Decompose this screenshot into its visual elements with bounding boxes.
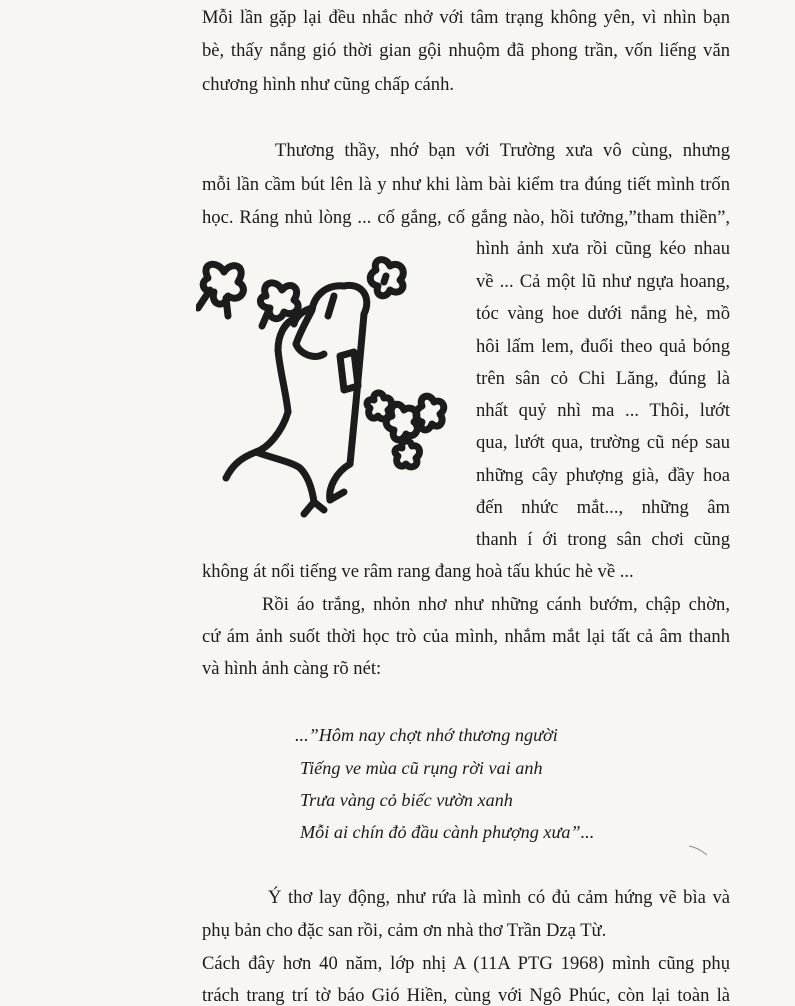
paragraph-line: đến nhức mắt..., những âm	[476, 497, 730, 518]
poem-line: Tiếng ve mùa cũ rụng rời vai anh	[300, 758, 543, 778]
poem-line: Mỗi ai chín đỏ đầu cành phượng xưa”...	[300, 822, 595, 842]
scan-mark	[687, 843, 709, 857]
paragraph-line: Ý thơ lay động, như rứa là mình có đủ cảm hứng vẽ bìa và	[268, 887, 730, 908]
paragraph-line: học. Ráng nhủ lòng ... cố gắng, cố gắng nào, hồi tưởng,”tham thiền”,	[202, 207, 730, 228]
paragraph-line: hôi lấm lem, đuổi theo quả bóng	[476, 336, 730, 357]
paragraph-line: trách trang trí tờ báo Gió Hiền, cùng với Ngô Phúc, còn lại toàn là	[202, 985, 730, 1006]
paragraph-line: bè, thấy nắng gió thời gian gội nhuộm đã phong trần, vốn liếng văn	[202, 40, 730, 61]
paragraph-line: qua, lướt qua, trường cũ nép sau	[476, 432, 730, 453]
paragraph-line: những cây phượng già, đầy hoa	[476, 465, 730, 486]
paragraph-line: mỗi lần cầm bút lên là y như khi làm bài kiểm tra đúng tiết mình trốn	[202, 174, 730, 195]
paragraph-line: Rồi áo trắng, nhỏn nhơ như những cánh bướm, chập chờn,	[262, 594, 730, 615]
poem-line: Trưa vàng cỏ biếc vườn xanh	[300, 790, 513, 810]
paragraph-line: trên sân cỏ Chi Lăng, đúng là	[476, 368, 730, 389]
paragraph-line: Thương thầy, nhớ bạn với Trường xưa vô cùng, nhưng	[275, 140, 730, 161]
paragraph-line: hình ảnh xưa rồi cũng kéo nhau	[476, 238, 730, 259]
paragraph-line: phụ bản cho đặc san rồi, cảm ơn nhà thơ Trần Dzạ Từ.	[202, 920, 607, 941]
paragraph-line: cứ ám ảnh suốt thời học trò của mình, nhắm mắt lại tất cả âm thanh	[202, 626, 730, 647]
paragraph-line: Mỗi lần gặp lại đều nhắc nhở với tâm trạng không yên, vì nhìn bạn	[202, 7, 730, 28]
student-with-flowers-sketch-icon	[196, 252, 452, 530]
paragraph-line: và hình ảnh càng rõ nét:	[202, 658, 382, 679]
poem-line: ...”Hôm nay chợt nhớ thương người	[295, 725, 558, 745]
paragraph-line: Cách đây hơn 40 năm, lớp nhị A (11A PTG 1968) mình cũng phụ	[202, 953, 730, 974]
paragraph-line: không át nổi tiếng ve râm rang đang hoà tấu khúc hè về ...	[202, 561, 634, 582]
paragraph-line: về ... Cả một lũ như ngựa hoang,	[476, 271, 730, 292]
paragraph-line: thanh í ới trong sân chơi cũng	[476, 529, 730, 550]
paragraph-line: nhất quỷ nhì ma ... Thôi, lướt	[476, 400, 730, 421]
paragraph-line: tóc vàng hoe dưới nắng hè, mồ	[476, 303, 730, 324]
paragraph-line: chương hình như cũng chấp cánh.	[202, 74, 455, 95]
